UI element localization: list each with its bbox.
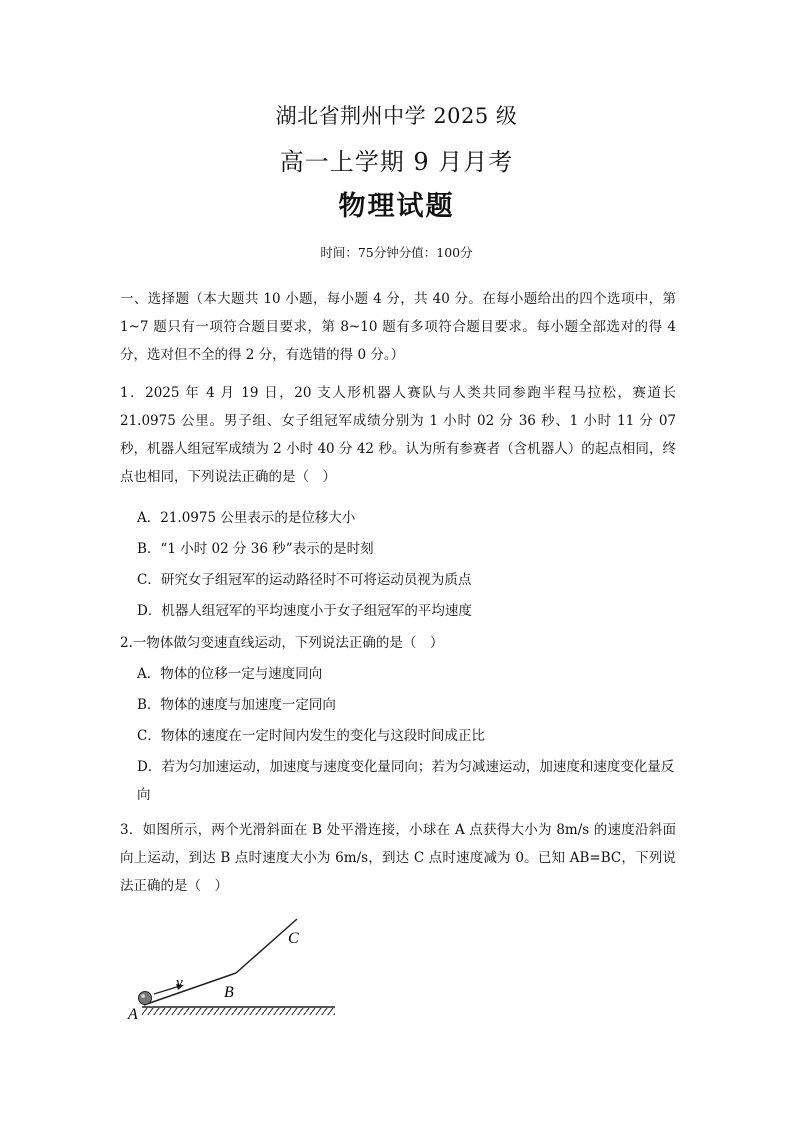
subject-title: 物理试题 bbox=[338, 191, 455, 222]
section-instructions: 一、选择题（本大题共 10 小题，每小题 4 分，共 40 分。在每小题给出的四个选项中，第 1~7 题只有一项符合题目要求，第 8~10 题有多项符合题目要求。每小题全部选对的得 4 分，选对但不全的得 2 分，有选错的得 0 分。） bbox=[120, 291, 676, 363]
ball-highlight bbox=[141, 994, 145, 998]
label-v: v bbox=[176, 975, 183, 991]
question-2-option-c: C．物体的速度在一定时间内发生的变化与这段时间成正比 bbox=[137, 728, 485, 744]
question-2-option-a: A．物体的位移一定与速度同向 bbox=[137, 666, 323, 682]
question-1-option-c: C．研究女子组冠军的运动路径时不可将运动员视为质点 bbox=[137, 572, 472, 588]
question-2-option-b: B．物体的速度与加速度一定同向 bbox=[137, 697, 336, 713]
question-1-stem: 1．2025 年 4 月 19 日，20 支人形机器人赛队与人类共同参跑半程马拉松，赛道长 21.0975 公里。男子组、女子组冠军成绩分别为 1 小时 02 分 36 秒、1 小时 11 分 07 秒，机器人组冠军成绩为 2 小时 40 分 42 秒。认为所有参赛者（含机器人）的起点相同，终点也相同，下列说法正确的是（ ） bbox=[120, 385, 676, 485]
exam-title: 高一上学期 9 月月考 bbox=[279, 148, 514, 176]
ground-hatch bbox=[142, 1008, 335, 1015]
question-1-option-a: A．21.0975 公里表示的是位移大小 bbox=[137, 510, 356, 526]
question-2-option-d: D．若为匀加速运动，加速度与速度变化量同向；若为匀减速运动，加速度和速度变化量反向 bbox=[137, 759, 675, 803]
question-1-option-b: B．“1 小时 02 分 36 秒”表示的是时刻 bbox=[137, 541, 374, 557]
label-b: B bbox=[224, 984, 234, 1001]
incline-figure bbox=[120, 908, 360, 1028]
question-2-stem: 2.一物体做匀变速直线运动，下列说法正确的是（ ） bbox=[120, 635, 444, 651]
question-1-option-d: D．机器人组冠军的平均速度小于女子组冠军的平均速度 bbox=[137, 603, 472, 619]
exam-meta: 时间：75分钟分值：100分 bbox=[320, 245, 473, 260]
label-c: C bbox=[288, 930, 299, 947]
label-a: A bbox=[128, 1006, 138, 1023]
question-3-stem: 3．如图所示，两个光滑斜面在 B 处平滑连接，小球在 A 点获得大小为 8m/s 的速度沿斜面向上运动，到达 B 点时速度大小为 6m/s，到达 C 点时速度减为 0。已知 AB=BC，下列说法正确的是（ ） bbox=[120, 822, 676, 894]
incline-ab bbox=[144, 973, 236, 1005]
school-title: 湖北省荆州中学 2025 级 bbox=[275, 104, 518, 128]
ball bbox=[139, 992, 152, 1005]
